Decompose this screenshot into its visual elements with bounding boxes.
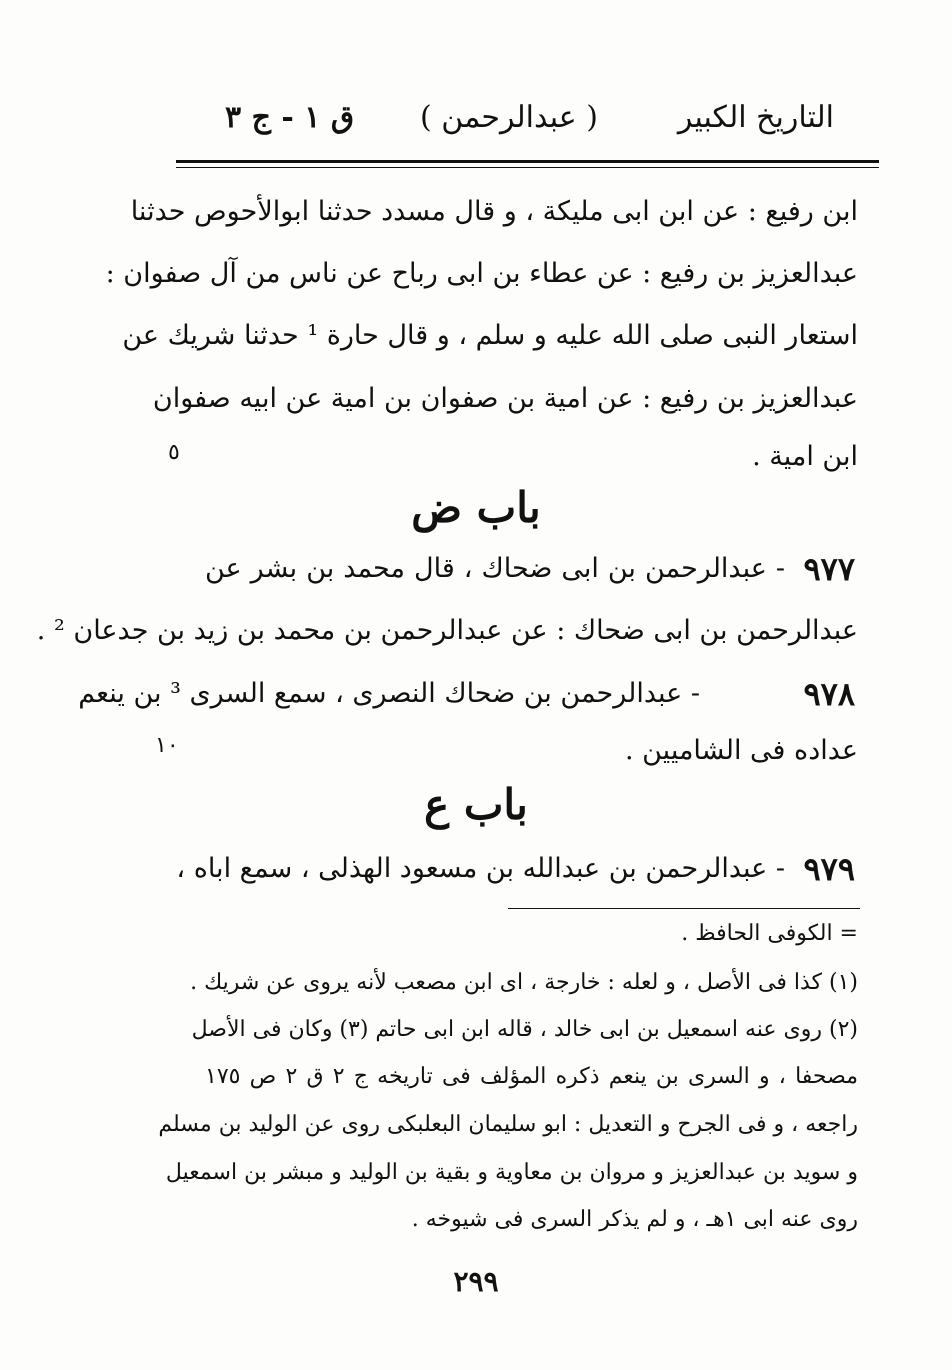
- header-rule-thin: [176, 167, 879, 168]
- section-heading-ain: باب ع: [424, 780, 528, 829]
- margin-line-number-5: ٥: [168, 440, 180, 465]
- running-header-title: التاريخ الكبير: [677, 100, 834, 135]
- footnote-3-line-3: و سويد بن عبدالعزيز و مروان بن معاوية و بقية بن الوليد و مبشر بن اسمعيل: [165, 1160, 858, 1185]
- entry-977-line-1: - عبدالرحمن بن ابى ضحاك ، قال محمد بن بشر عن: [205, 553, 785, 584]
- footnote-3-line-1: مصحفا ، و السرى بن ينعم ذكره المؤلف فى تاريخه ج ٢ ق ٢ ص ١٧٥: [205, 1064, 858, 1089]
- footnote-3-line-4: روى عنه ابى ١هـ ، و لم يذكر السرى فى شيوخه .: [411, 1207, 858, 1232]
- section-heading-dad: باب ض: [411, 483, 541, 532]
- entry-977-line-2: عبدالرحمن بن ابى ضحاك : عن عبدالرحمن بن محمد بن زيد بن جدعان ² .: [36, 615, 858, 646]
- entry-979-line-1: - عبدالرحمن بن عبدالله بن مسعود الهذلى ، سمع اباه ،: [176, 853, 785, 884]
- entry-977-number: ٩٧٧: [803, 550, 855, 588]
- header-rule: [176, 160, 879, 163]
- footnote-3-line-2: راجعه ، و فى الجرح و التعديل : ابو سليمان البعلبكى روى عن الوليد بن مسلم: [158, 1112, 858, 1137]
- body-line-2: عبدالعزيز بن رفيع : عن عطاء بن ابى رباح عن ناس من آل صفوان :: [105, 258, 858, 289]
- footnote-1: (١) كذا فى الأصل ، و لعله : خارجة ، اى ابن مصعب لأنه يروى عن شريك .: [190, 970, 858, 995]
- running-header-section: ( عبدالرحمن ): [420, 100, 598, 135]
- entry-979-number: ٩٧٩: [803, 850, 855, 888]
- entry-978-line-2: عداده فى الشاميين .: [624, 735, 858, 766]
- entry-978-number: ٩٧٨: [803, 675, 855, 713]
- entry-978-line-1: - عبدالرحمن بن ضحاك النصرى ، سمع السرى ³ بن ينعم: [78, 678, 700, 709]
- footnote-2: (٢) روى عنه اسمعيل بن ابى خالد ، قاله ابن ابى حاتم (٣) وكان فى الأصل: [191, 1017, 858, 1042]
- running-header-volume: ق ١ - ج ٣: [225, 100, 355, 135]
- margin-line-number-10: ١٠: [155, 733, 179, 758]
- body-line-5: ابن امية .: [752, 441, 858, 472]
- body-line-3: استعار النبى صلى الله عليه و سلم ، و قال حارة ¹ حدثنا شريك عن: [122, 320, 858, 351]
- body-line-4: عبدالعزيز بن رفيع : عن امية بن صفوان بن امية عن ابيه صفوان: [152, 383, 858, 414]
- footnote-continuation: = الكوفى الحافظ .: [681, 921, 858, 946]
- page-number: ٢٩٩: [453, 1265, 499, 1298]
- body-line-1: ابن رفيع : عن ابن ابى مليكة ، و قال مسدد حدثنا ابوالأحوص حدثنا: [130, 196, 858, 227]
- footnote-rule: [508, 908, 860, 909]
